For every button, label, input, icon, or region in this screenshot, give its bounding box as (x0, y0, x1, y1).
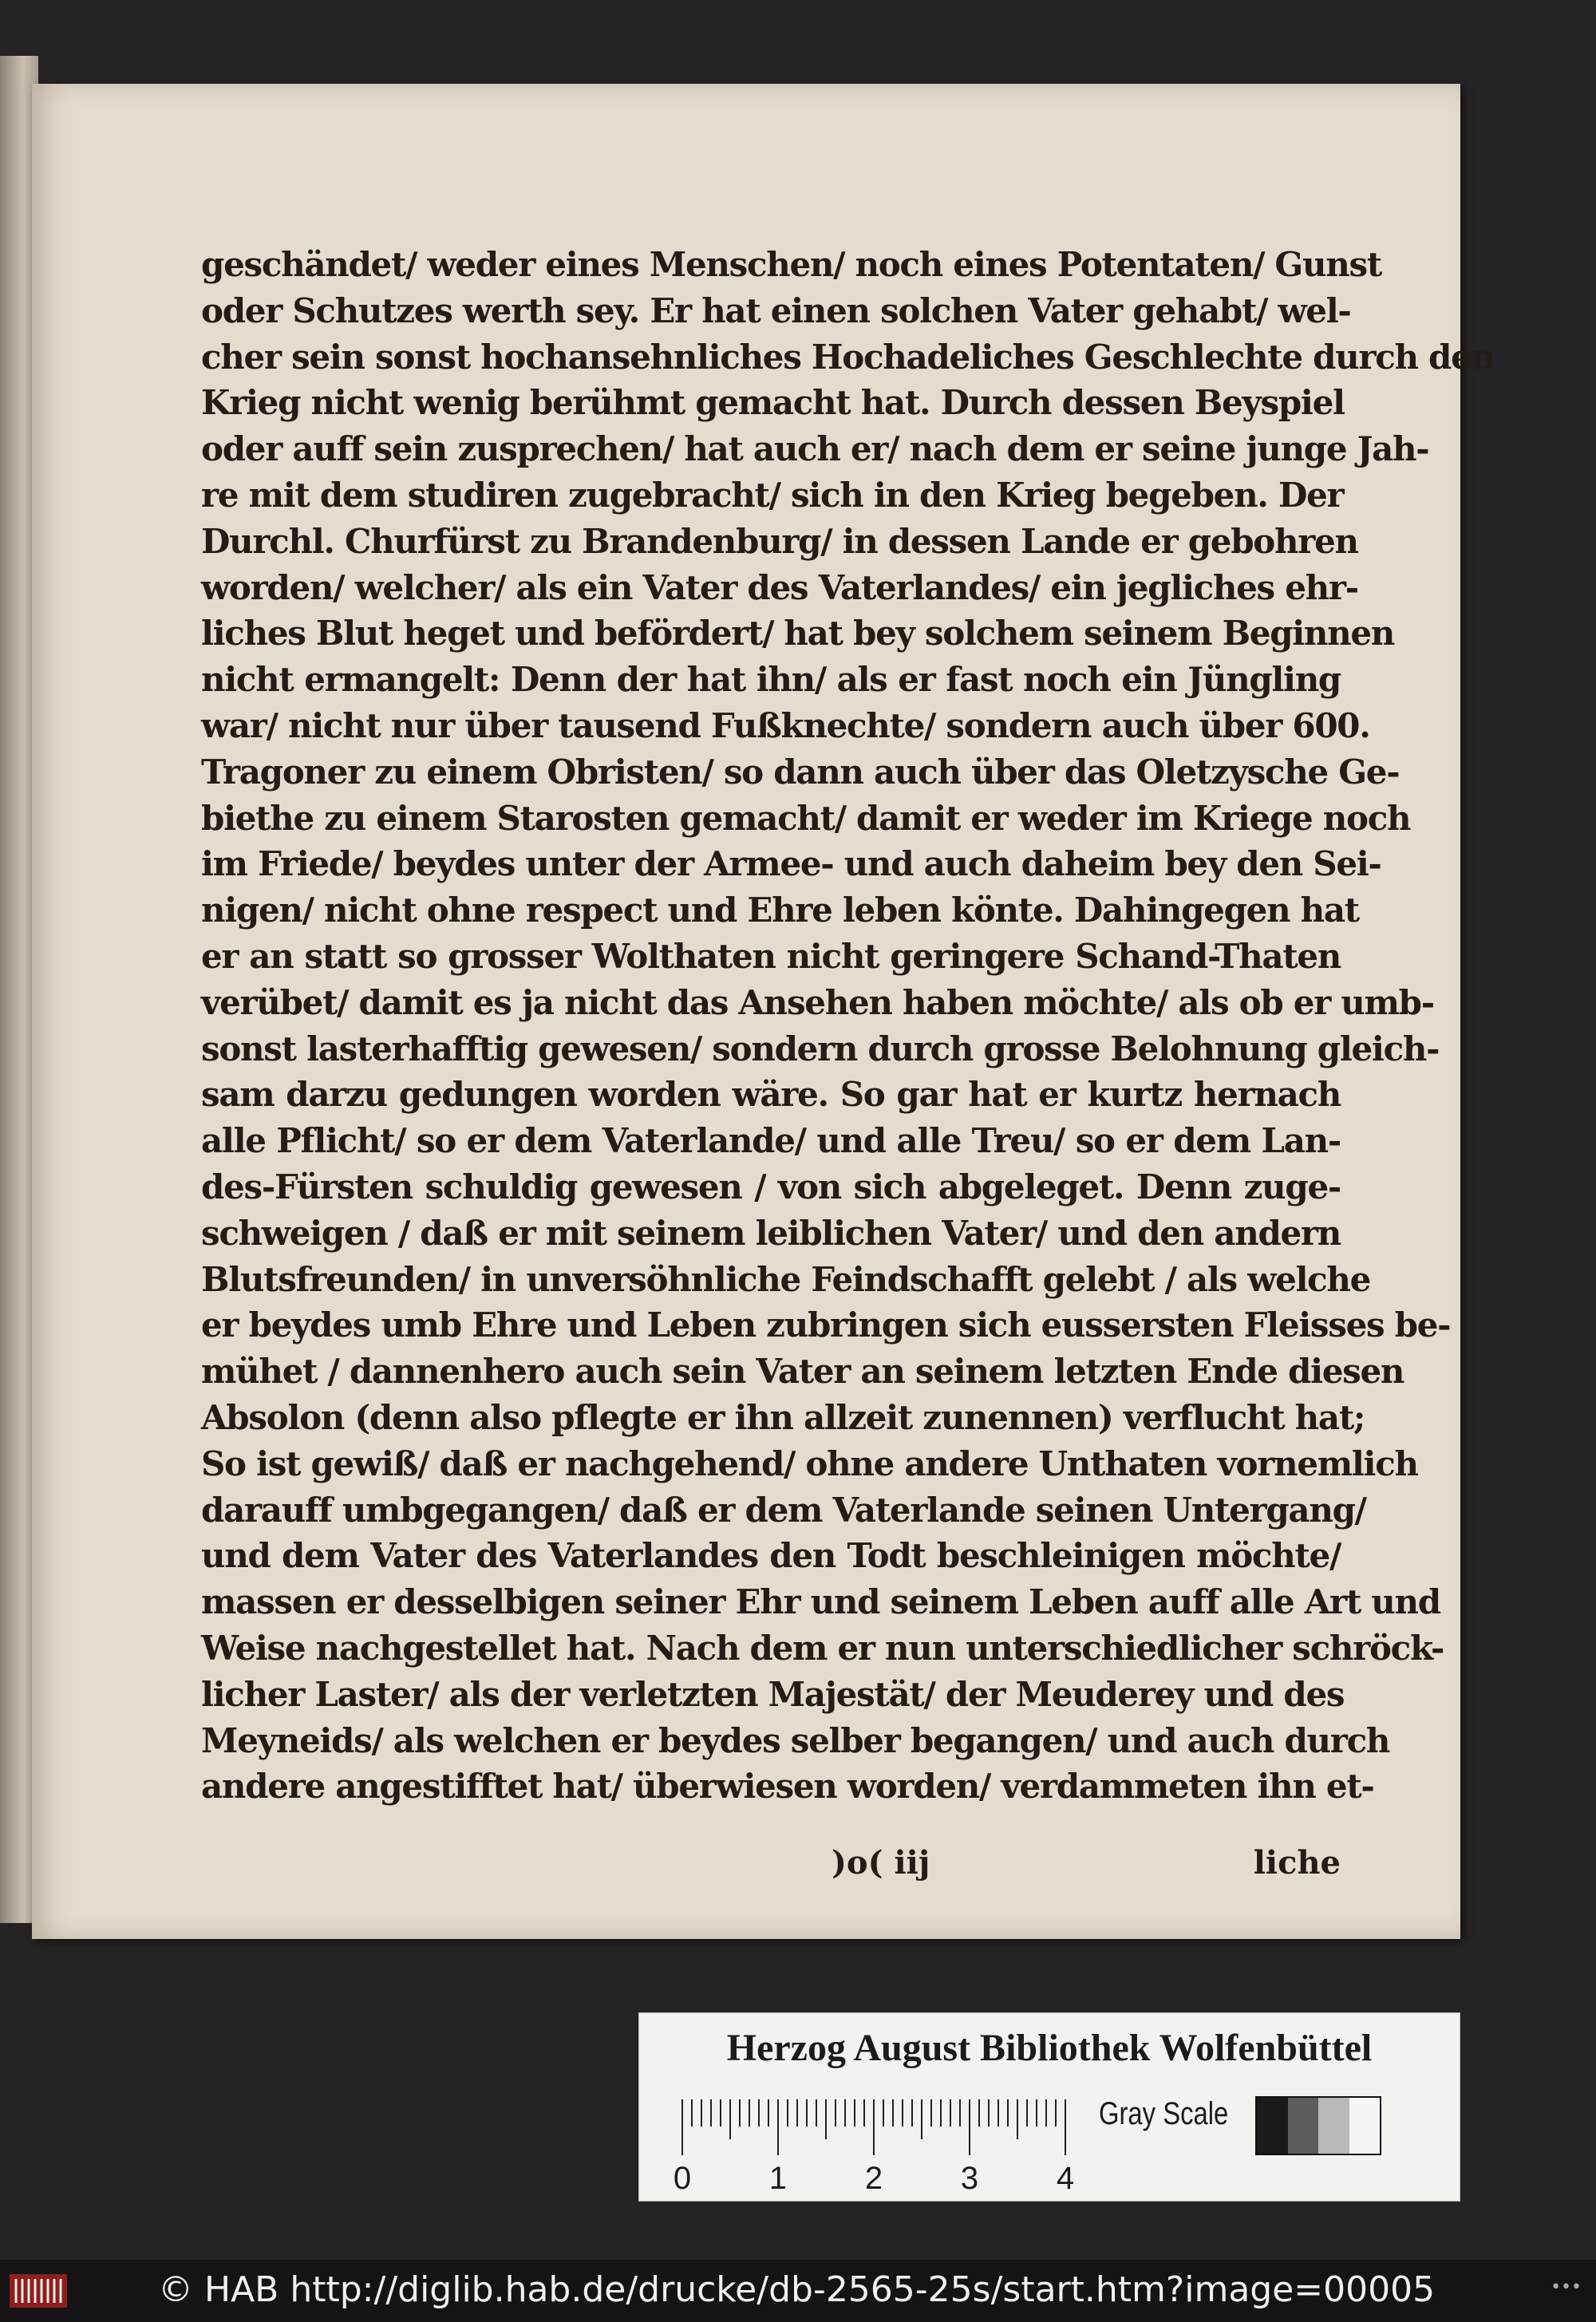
text-line: des-Fürsten schuldig gewesen / von sich abgeleget. Denn zuge- (201, 1167, 1341, 1206)
ruler-labels (674, 2161, 1074, 2196)
text-line: So ist gewiß/ daß er nachgehend/ ohne andere Unthaten vornemlich (201, 1443, 1418, 1483)
text-line: sam darzu gedungen worden wäre. So gar hat er kurtz hernach (201, 1075, 1341, 1115)
gray-scale-swatches (1255, 2096, 1381, 2155)
text-line: mühet / dannenhero auch sein Vater an seinem letzten Ende diesen (201, 1352, 1404, 1392)
gray-swatch (1288, 2098, 1319, 2154)
text-line: nigen/ nicht ohne respect und Ehre leben könte. Dahingegen hat (201, 890, 1359, 930)
text-line: nicht ermangelt: Denn der hat ihn/ als er fast noch ein Jüngling (201, 660, 1341, 700)
gray-swatch (1349, 2098, 1381, 2154)
gray-scale-label: Gray Scale (1099, 2096, 1229, 2131)
copyright-url: © HAB http://diglib.hab.de/drucke/db-2565-25s/start.htm?image=00005 (158, 2269, 1436, 2310)
ruler-label: 2 (864, 2161, 883, 2196)
text-line: im Friede/ beydes unter der Armee- und auch daheim bey den Sei- (201, 844, 1381, 884)
page-footer (201, 1844, 1341, 1892)
text-line: er beydes umb Ehre und Leben zubringen sich eussersten Fleisses be- (201, 1305, 1451, 1345)
ruler-ticks (682, 2099, 1065, 2155)
ruler (673, 2099, 1158, 2196)
text-line: Blutsfreunden/ in unversöhnliche Feindschafft gelebt / als welche (201, 1259, 1371, 1299)
text-line: er an statt so grosser Wolthaten nicht geringere Schand-Thaten (201, 936, 1341, 976)
text-line: Tragoner zu einem Obristen/ so dann auch über das Oletzysche Ge- (201, 752, 1400, 792)
hab-logo-icon (10, 2274, 67, 2308)
text-line: Meyneids/ als welchen er beydes selber begangen/ und auch durch (201, 1720, 1390, 1760)
text-line: oder Schutzes werth sey. Er hat einen solchen Vater gehabt/ wel- (201, 290, 1351, 330)
text-line: sonst lasterhafftig gewesen/ sondern durch grosse Belohnung gleich- (201, 1029, 1440, 1068)
ruler-label: 0 (673, 2161, 692, 2196)
gray-swatch (1257, 2098, 1288, 2154)
text-line: darauff umbgegangen/ daß er dem Vaterlande seinen Untergang/ (201, 1490, 1366, 1530)
text-line: Durchl. Churfürst zu Brandenburg/ in dessen Lande er gebohren (201, 521, 1358, 561)
text-line: andere angestifftet hat/ überwiesen worden/ verdammeten ihn et- (201, 1767, 1374, 1807)
text-line: schweigen / daß er mit seinem leiblichen Vater/ und den andern (201, 1213, 1341, 1253)
text-line: biethe zu einem Starosten gemacht/ damit er weder im Kriege noch (201, 798, 1411, 838)
ruler-label: 1 (768, 2161, 788, 2196)
library-name: Herzog August Bibliothek Wolfenbüttel (726, 2027, 1373, 2069)
document-page (32, 84, 1495, 1939)
text-line: Weise nachgestellet hat. Nach dem er nun unterschiedlicher schröck- (201, 1628, 1444, 1668)
text-line: massen er desselbigen seiner Ehr und seinem Leben auff alle Art und (201, 1582, 1440, 1622)
catchword: liche (1253, 1844, 1341, 1882)
text-line: war/ nicht nur über tausend Fußknechte/ sondern auch über 600. (201, 705, 1370, 745)
text-line: geschändet/ weder eines Menschen/ noch eines Potentaten/ Gunst (201, 245, 1381, 284)
text-line: licher Laster/ als der verletzten Majestät/ der Meuderey und des (201, 1674, 1345, 1714)
color-scale-card (638, 2012, 1460, 2202)
body-text (201, 242, 1495, 1810)
text-line: Krieg nicht wenig berühmt gemacht hat. Durch dessen Beyspiel (201, 383, 1345, 423)
text-line: alle Pflicht/ so er dem Vaterlande/ und alle Treu/ so er dem Lan- (201, 1121, 1341, 1161)
text-line: verübet/ damit es ja nicht das Ansehen haben möchte/ als ob er umb- (201, 982, 1434, 1022)
text-line: Absolon (denn also pflegte er ihn allzeit zunennen) verflucht hat; (201, 1397, 1365, 1437)
ruler-label: 3 (960, 2161, 979, 2196)
text-line: liches Blut heget und befördert/ hat bey solchem seinem Beginnen (201, 614, 1395, 654)
status-bar (0, 2260, 1596, 2322)
text-line: worden/ welcher/ als ein Vater des Vaterlandes/ ein jegliches ehr- (201, 567, 1358, 607)
gray-swatch (1318, 2098, 1349, 2154)
text-line: oder auff sein zusprechen/ hat auch er/ nach dem er seine junge Jah- (201, 429, 1429, 469)
text-line: cher sein sonst hochansehnliches Hochadeliches Geschlechte durch den (201, 337, 1495, 377)
more-icon: ••• (1551, 2277, 1582, 2297)
signature-mark: )o( iij (832, 1844, 930, 1882)
ruler-label: 4 (1056, 2161, 1075, 2196)
text-line: re mit dem studiren zugebracht/ sich in den Krieg begeben. Der (201, 475, 1344, 515)
text-line: und dem Vater des Vaterlandes den Todt beschleinigen möchte/ (201, 1536, 1341, 1576)
